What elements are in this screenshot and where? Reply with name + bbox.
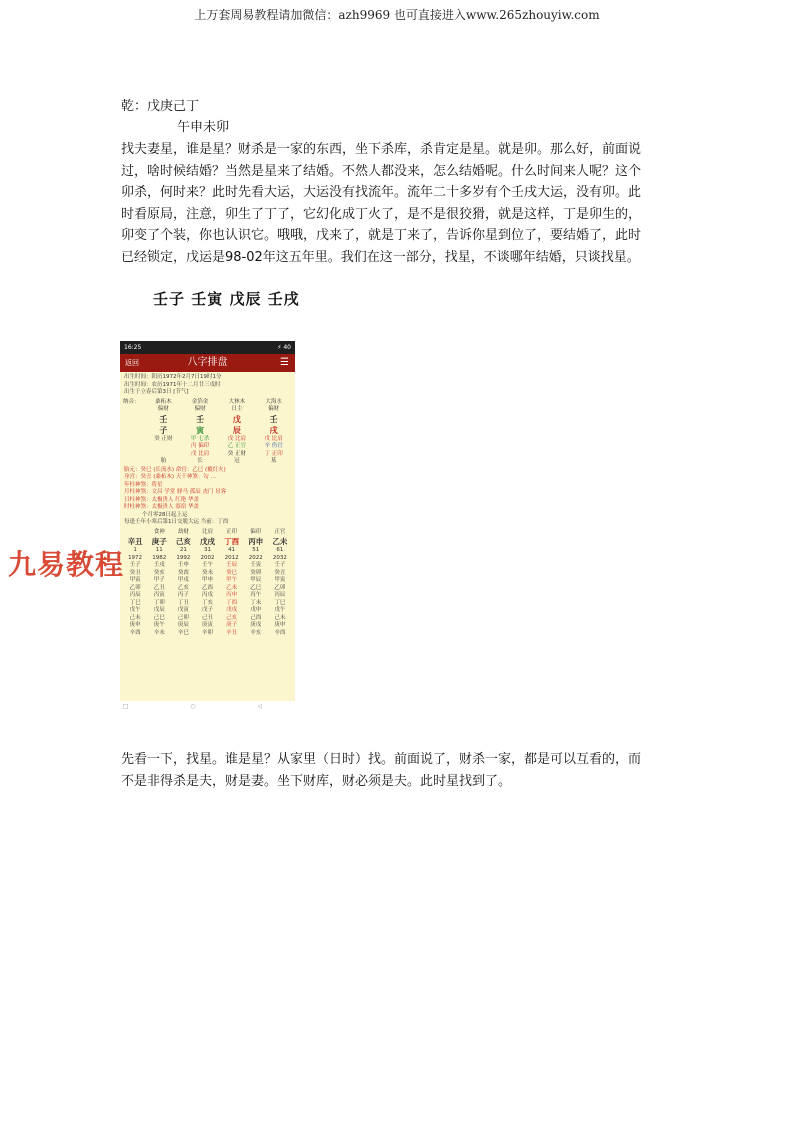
- android-nav-bar[interactable]: □ ○ ◁: [120, 701, 295, 713]
- page-header: 上万套周易教程请加微信：azh9969 也可直接进入www.265zhouyiw.com: [194, 8, 600, 22]
- nayin-row: [123, 399, 292, 407]
- cell: 癸 正财: [154, 435, 173, 442]
- cell: 壬子: [274, 562, 286, 568]
- cell: 辛巳: [177, 629, 189, 636]
- cell: 甲寅: [129, 577, 141, 583]
- cell: 纳音：: [123, 398, 140, 405]
- dayun-age-row: [123, 547, 292, 555]
- info-line: 出生于立春后第3日 [节气]: [124, 389, 189, 395]
- cell: 辛丑: [226, 629, 238, 636]
- cell: [145, 443, 182, 451]
- cell: 庚午: [153, 622, 165, 628]
- canggan-row: [123, 443, 292, 451]
- cell: 丙申: [226, 592, 238, 598]
- liunian-row: [123, 607, 292, 615]
- cell: 戊寅: [177, 607, 189, 613]
- liunian-row: [123, 630, 292, 638]
- cell: 1972: [128, 554, 143, 561]
- cell: [123, 436, 145, 444]
- cell: 丙申: [248, 537, 264, 546]
- cell: 大海水: [265, 398, 282, 405]
- cell: [123, 406, 145, 414]
- cell: 丙辰: [129, 592, 141, 598]
- cell: 丁酉: [226, 599, 238, 606]
- cell: 辛未: [153, 629, 165, 636]
- cell: 辰: [232, 425, 241, 435]
- cell: 乙丑: [153, 584, 165, 591]
- cell: 桑柘木: [155, 398, 172, 405]
- cell: 癸亥: [153, 569, 165, 576]
- cell: 冠: [234, 458, 240, 464]
- cell: 辛酉: [129, 629, 141, 636]
- detail-line: 胎元：癸巳 (长流水) 命宫：乙巳 (覆灯火): [124, 466, 226, 473]
- liunian-row: [123, 622, 292, 630]
- paragraph-line: 找夫妻星，谁是星？财杀是一家的东西，坐下杀库，杀肯定是星。就是卯。那么好，前面说: [121, 142, 642, 157]
- cell: 庚戌: [250, 622, 262, 628]
- liunian-grid: [123, 562, 292, 637]
- liunian-row: [123, 592, 292, 600]
- cell: 41: [228, 547, 236, 553]
- detail-line: 日柱神煞：太极贵人 红艳 华盖: [124, 496, 199, 503]
- cell: 乙亥: [177, 584, 189, 591]
- cell: [123, 458, 145, 466]
- paragraph-line: 不是非得杀是夫，财是妻。坐下财库，财必须是夫。此时星找到了。: [121, 773, 512, 789]
- cell: 辛 伤官: [264, 443, 283, 449]
- shishen-row: [123, 406, 292, 414]
- cell: 子: [159, 425, 168, 435]
- cell: 己未: [274, 614, 286, 621]
- cell: 甲辰: [250, 577, 262, 583]
- cell: 31: [203, 547, 211, 553]
- cell: [123, 414, 145, 425]
- paragraph-line: 时看原局，注意，卯生了丁了，它幻化成丁火了，是不是很狡猾，就是这样，丁是卯生的，: [121, 206, 642, 222]
- cell: 丙寅: [153, 592, 165, 598]
- four-pillars: 壬子 壬寅 戊辰 壬戌: [153, 290, 300, 308]
- cell: 乙巳: [250, 584, 262, 591]
- cell: 己未: [129, 614, 141, 621]
- cell: 11: [155, 547, 163, 553]
- cell: 丙 偏印: [191, 443, 210, 449]
- cell: 庚申: [129, 622, 141, 628]
- cell: 壬辰: [226, 562, 238, 568]
- cell: 偏印: [250, 528, 262, 535]
- cell: 偏财: [268, 406, 280, 412]
- paragraph-line: 先看一下，找星。谁是星？从家里（日时）找。前面说了，财杀一家，都是可以互看的，而: [121, 752, 642, 767]
- cell: 戊 比肩: [191, 450, 210, 457]
- cell: 甲子: [153, 577, 165, 583]
- shensha-details: [120, 466, 295, 528]
- cell: 庚辰: [177, 622, 189, 628]
- cell: 2032: [272, 554, 287, 561]
- cell: 丙午: [250, 592, 262, 598]
- cell: 丁巳: [129, 599, 141, 606]
- birth-info: [120, 372, 295, 399]
- cell: 戊申: [250, 607, 262, 613]
- cell: 癸卯: [250, 569, 262, 576]
- cell: 比肩: [201, 528, 213, 535]
- cell: 癸 正财: [227, 450, 246, 457]
- dayun-gz-row: [123, 536, 292, 547]
- liunian-row: [123, 585, 292, 593]
- liunian-row: [123, 562, 292, 570]
- cell: 丙辰: [274, 592, 286, 598]
- phone-screenshot: [120, 341, 295, 713]
- cell: 己亥: [175, 537, 191, 546]
- cell: 戊午: [274, 607, 286, 613]
- cell: 庚申: [274, 622, 286, 628]
- cell: 乙卯: [274, 584, 286, 591]
- watermark-logo: 九易教程: [8, 548, 125, 581]
- cell: 正官: [274, 528, 286, 535]
- paragraph-line: 过，啥时候结婚？当然是星来了结婚。不然人都没来，怎么结婚呢。什么时间来人呢？这个: [121, 163, 642, 179]
- cell: 壬: [159, 414, 168, 424]
- cell: 戌: [269, 425, 278, 435]
- cell: 戊子: [201, 607, 213, 613]
- paragraph-2: [121, 749, 676, 792]
- liunian-row: [123, 615, 292, 623]
- paragraph-line: 已经锁定，戊运是98-02年这五年里。我们在这一部分，找星，不谈哪年结婚，只谈找星。: [121, 249, 640, 265]
- cell: 乙酉: [201, 584, 213, 591]
- qian-line-1: 乾：戊庚己丁: [121, 99, 200, 114]
- cell: 乙卯: [129, 584, 141, 591]
- cell: 1: [133, 547, 137, 553]
- back-button[interactable]: 返回: [125, 359, 139, 367]
- cell: 壬子: [129, 562, 141, 568]
- cell: 日主: [231, 406, 243, 412]
- cell: 寅: [196, 425, 205, 435]
- status-time: 16:25: [124, 344, 142, 351]
- info-line: 出生时间：阳历1972年2月7日19时1分: [124, 374, 222, 380]
- cell: 61: [276, 547, 284, 553]
- cell: 戊午: [129, 607, 141, 613]
- cell: 戊 比肩: [264, 435, 283, 442]
- bazi-grid: [120, 399, 295, 466]
- cell: 甲 七杀: [191, 435, 210, 442]
- cell: 丁未: [250, 599, 262, 606]
- cell: 食神: [153, 528, 165, 535]
- cell: 长: [197, 458, 203, 464]
- cell: 己亥: [226, 614, 238, 621]
- detail-line: 年柱神煞：将星: [124, 481, 163, 488]
- cell: 丙子: [177, 592, 189, 598]
- jiaoyun-line: 每逢壬年小寒后第1日交脱大运 当前：丁酉: [124, 519, 229, 525]
- cell: 2012: [224, 554, 239, 561]
- cell: 乙 正官: [227, 443, 246, 449]
- status-icons: ⚡ 40: [277, 344, 291, 351]
- cell: 甲戌: [177, 577, 189, 583]
- cell: 壬戌: [153, 562, 165, 568]
- detail-line: 时柱神煞：太极贵人 寡宿 华盖: [124, 504, 199, 510]
- cell: 辛亥: [250, 629, 262, 636]
- zhi-row: [123, 425, 292, 436]
- cell: 丙戌: [201, 592, 213, 598]
- cell: 甲申: [201, 577, 213, 583]
- cell: 2022: [248, 554, 263, 561]
- cell: 乙未: [272, 537, 288, 546]
- cell: 戊戌: [226, 607, 238, 613]
- cell: 乙未: [226, 584, 238, 591]
- liunian-row: [123, 600, 292, 608]
- cell: 癸酉: [177, 569, 189, 576]
- paragraph-line: 卯杀，何时来？此时先看大运，大运没有找流年。流年二十多岁有个壬戌大运，没有卯。此: [121, 185, 642, 200]
- cell: 偏财: [157, 406, 169, 412]
- gan-row: [123, 414, 292, 425]
- cell: 辛卯: [201, 629, 213, 636]
- cell: 庚子: [151, 537, 167, 546]
- cell: 金箔金: [191, 398, 209, 405]
- menu-icon[interactable]: ☰: [280, 357, 289, 368]
- cell: 辛丑: [127, 537, 143, 546]
- cell: 壬寅: [250, 562, 262, 568]
- cell: 戊戌: [199, 537, 215, 546]
- qian-line-2: 午申未卯: [177, 120, 230, 135]
- dayun-year-row: [123, 555, 292, 563]
- canggan-row: [123, 436, 292, 444]
- cell: [123, 451, 145, 459]
- cell: 辛酉: [274, 629, 286, 636]
- cell: 2002: [200, 554, 215, 561]
- cell: 己巳: [153, 614, 165, 621]
- cell: 丁巳: [274, 599, 286, 606]
- dayun-shen-row: [123, 529, 292, 537]
- cell: [123, 529, 147, 537]
- cell: 甲午: [226, 577, 238, 583]
- cell: 1992: [176, 554, 191, 561]
- cell: 己酉: [250, 614, 262, 621]
- cell: 壬午: [201, 562, 213, 568]
- detail-line: 月柱神煞：文昌 学堂 驿马 孤辰 丧门 吊客: [124, 489, 227, 495]
- canggan-row: [123, 451, 292, 459]
- cell: 偏财: [194, 406, 206, 412]
- cell: 丁酉: [224, 537, 240, 546]
- cell: 己卯: [177, 614, 189, 621]
- cell: 胎: [160, 458, 167, 464]
- cell: 甲寅: [274, 577, 286, 583]
- qiyun-line: 个月零28日起上运: [142, 511, 188, 518]
- cell: 庚寅: [201, 622, 213, 628]
- changsheng-row: [123, 458, 292, 466]
- cell: 庚子: [226, 622, 238, 628]
- cell: 丁卯: [153, 599, 165, 606]
- cell: 戊: [232, 414, 241, 424]
- cell: 戊 比肩: [227, 435, 246, 442]
- cell: 1982: [152, 554, 167, 561]
- cell: 正印: [226, 528, 238, 535]
- cell: [123, 443, 145, 451]
- cell: 丁 正印: [264, 450, 283, 457]
- info-line: 出生时间：农历1971年十二月廿三戌时: [124, 381, 221, 388]
- app-header: [120, 354, 295, 372]
- cell: [145, 451, 182, 459]
- detail-line: 身宫：癸丑 (桑柘木) 天干神煞：勾 …: [124, 474, 217, 480]
- cell: 壬: [196, 414, 205, 424]
- cell: 51: [252, 547, 260, 553]
- cell: 丁亥: [201, 599, 213, 606]
- cell: [123, 425, 145, 436]
- cell: 21: [179, 547, 187, 553]
- cell: 癸丑: [129, 569, 141, 576]
- cell: 壬: [269, 414, 278, 424]
- liunian-row: [123, 570, 292, 578]
- cell: 墓: [270, 458, 277, 464]
- cell: 壬申: [177, 562, 189, 568]
- paragraph-line: 卯变了个装，你也认识它。哦哦，戊来了，就是丁来了，告诉你星到位了，要结婚了，此时: [121, 228, 642, 243]
- cell: 劫财: [177, 528, 189, 535]
- dayun-table: [120, 528, 295, 639]
- cell: 癸丑: [274, 569, 286, 576]
- cell: 癸巳: [226, 569, 238, 576]
- status-bar: [120, 341, 295, 354]
- cell: 己丑: [201, 614, 213, 621]
- app-title: 八字排盘: [187, 357, 228, 368]
- cell: 大林木: [228, 398, 246, 405]
- cell: 丁丑: [177, 599, 189, 606]
- liunian-row: [123, 577, 292, 585]
- paragraph-1: [121, 139, 676, 268]
- cell: 戊辰: [153, 607, 165, 613]
- cell: 癸未: [201, 569, 213, 576]
